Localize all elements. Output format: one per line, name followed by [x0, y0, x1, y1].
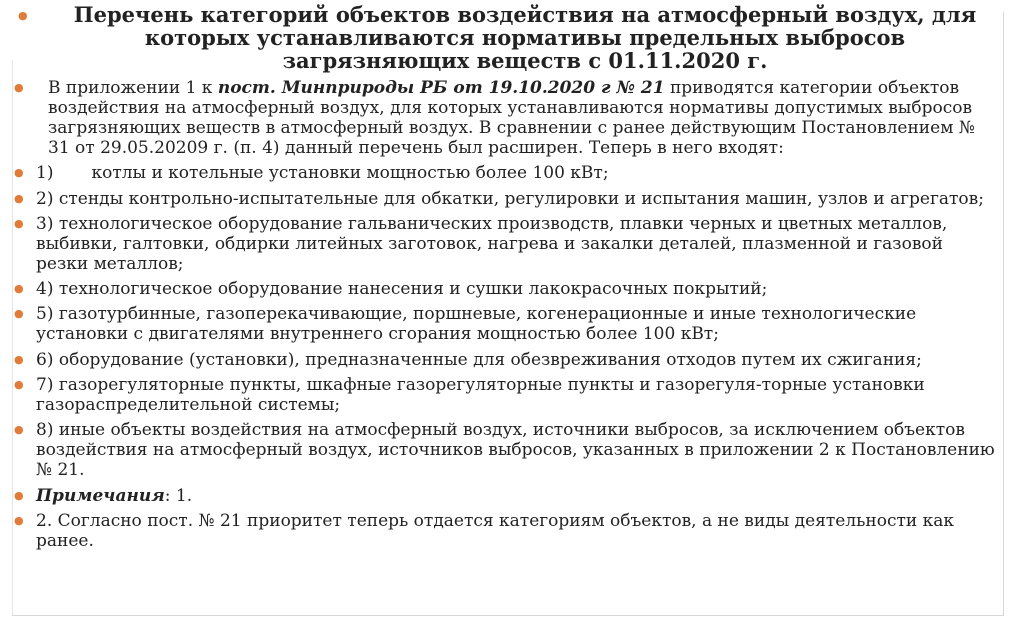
- slide-border-right: [1003, 12, 1004, 616]
- list-item-5: [14, 304, 999, 344]
- list-item-3: [14, 214, 999, 274]
- list-item-1: [14, 163, 999, 183]
- list-item-notes: [14, 486, 999, 506]
- bullet-icon: ●: [14, 216, 24, 230]
- bullet-icon: ●: [14, 488, 24, 502]
- bullet-icon: ●: [14, 513, 24, 527]
- bullet-icon: ●: [14, 378, 24, 392]
- notes-after: : 1.: [164, 485, 193, 506]
- list-item-2: [14, 189, 999, 209]
- item-text: 4) технологическое оборудование нанесения и сушки лакокрасочных покрытий;: [36, 279, 768, 300]
- intro-after: приводятся категории объектов воздействия на атмосферный воздух, для которых устанавливаются нормативы допустимых выбросов загрязняющих веществ в атмосферный воздух. В сравнении с ранее действующим Постановлением № 31 от 29.05.20209 г. (п. 4) данный перечень был расширен. Теперь в него входят:: [48, 78, 975, 158]
- bullet-icon: ●: [14, 352, 24, 366]
- bullet-icon: ●: [14, 423, 24, 437]
- item-text: 5) газотурбинные, газоперекачивающие, поршневые, когенерационные и иные технологические установки с двигателями внутреннего сгорания мощностью более 100 кВт;: [36, 304, 917, 345]
- title-bullet-icon: ●: [18, 9, 28, 22]
- bullet-icon: ●: [14, 166, 24, 180]
- item-text: 3) технологическое оборудование гальванических производств, плавки черных и цветных металлов, выбивки, галтовки, обдирки литейных заготовок, нагрева и закалки деталей, плазменной и газовой резки металлов;: [36, 213, 948, 274]
- slide-title: Перечень категорий объектов воздействия на атмосферный воздух, для которых устанавливаются нормативы предельных выбросов загрязняющих веществ с 01.11.2020 г.: [73, 2, 977, 73]
- slide-border-left: [12, 60, 13, 616]
- list-item-8: [14, 420, 999, 480]
- item-text: 2. Согласно пост. № 21 приоритет теперь отдается категориям объектов, а не виды деятельности как ранее.: [36, 510, 954, 551]
- item-1-text: котлы и котельные установки мощностью более 100 кВт;: [91, 163, 609, 184]
- item-text: 2) стенды контрольно-испытательные для обкатки, регулировки и испытания машин, узлов и агрегатов;: [36, 188, 984, 209]
- bullet-icon: ●: [14, 81, 24, 94]
- list-item-4: [14, 279, 999, 299]
- item-text: 8) иные объекты воздействия на атмосферный воздух, источники выбросов, за исключением объектов воздействия на атмосферный воздух, источников выбросов, указанных в приложении 2 к Постановлению № 21.: [36, 420, 995, 481]
- list-item-7: [14, 375, 999, 415]
- bullet-icon: ●: [14, 307, 24, 321]
- slide-body: [14, 78, 999, 556]
- intro-reference: пост. Минприроды РБ от 19.10.2020 г № 21: [217, 78, 665, 98]
- list-item-last: [14, 511, 999, 551]
- list-item-intro: [14, 78, 999, 158]
- item-text: 6) оборудование (установки), предназначенные для обезвреживания отходов путем их сжигания;: [36, 349, 922, 370]
- intro-before: В приложении 1 к: [48, 78, 218, 98]
- notes-label: Примечания: [36, 485, 165, 506]
- item-text: 7) газорегуляторные пункты, шкафные газорегуляторные пункты и газорегуля-торные установки газораспределительной системы;: [36, 375, 925, 416]
- list-item-6: [14, 350, 999, 370]
- bullet-icon: ●: [14, 191, 24, 205]
- bullet-icon: ●: [14, 282, 24, 296]
- slide-border-bottom: [12, 615, 1004, 616]
- item-1-number: 1): [36, 163, 54, 184]
